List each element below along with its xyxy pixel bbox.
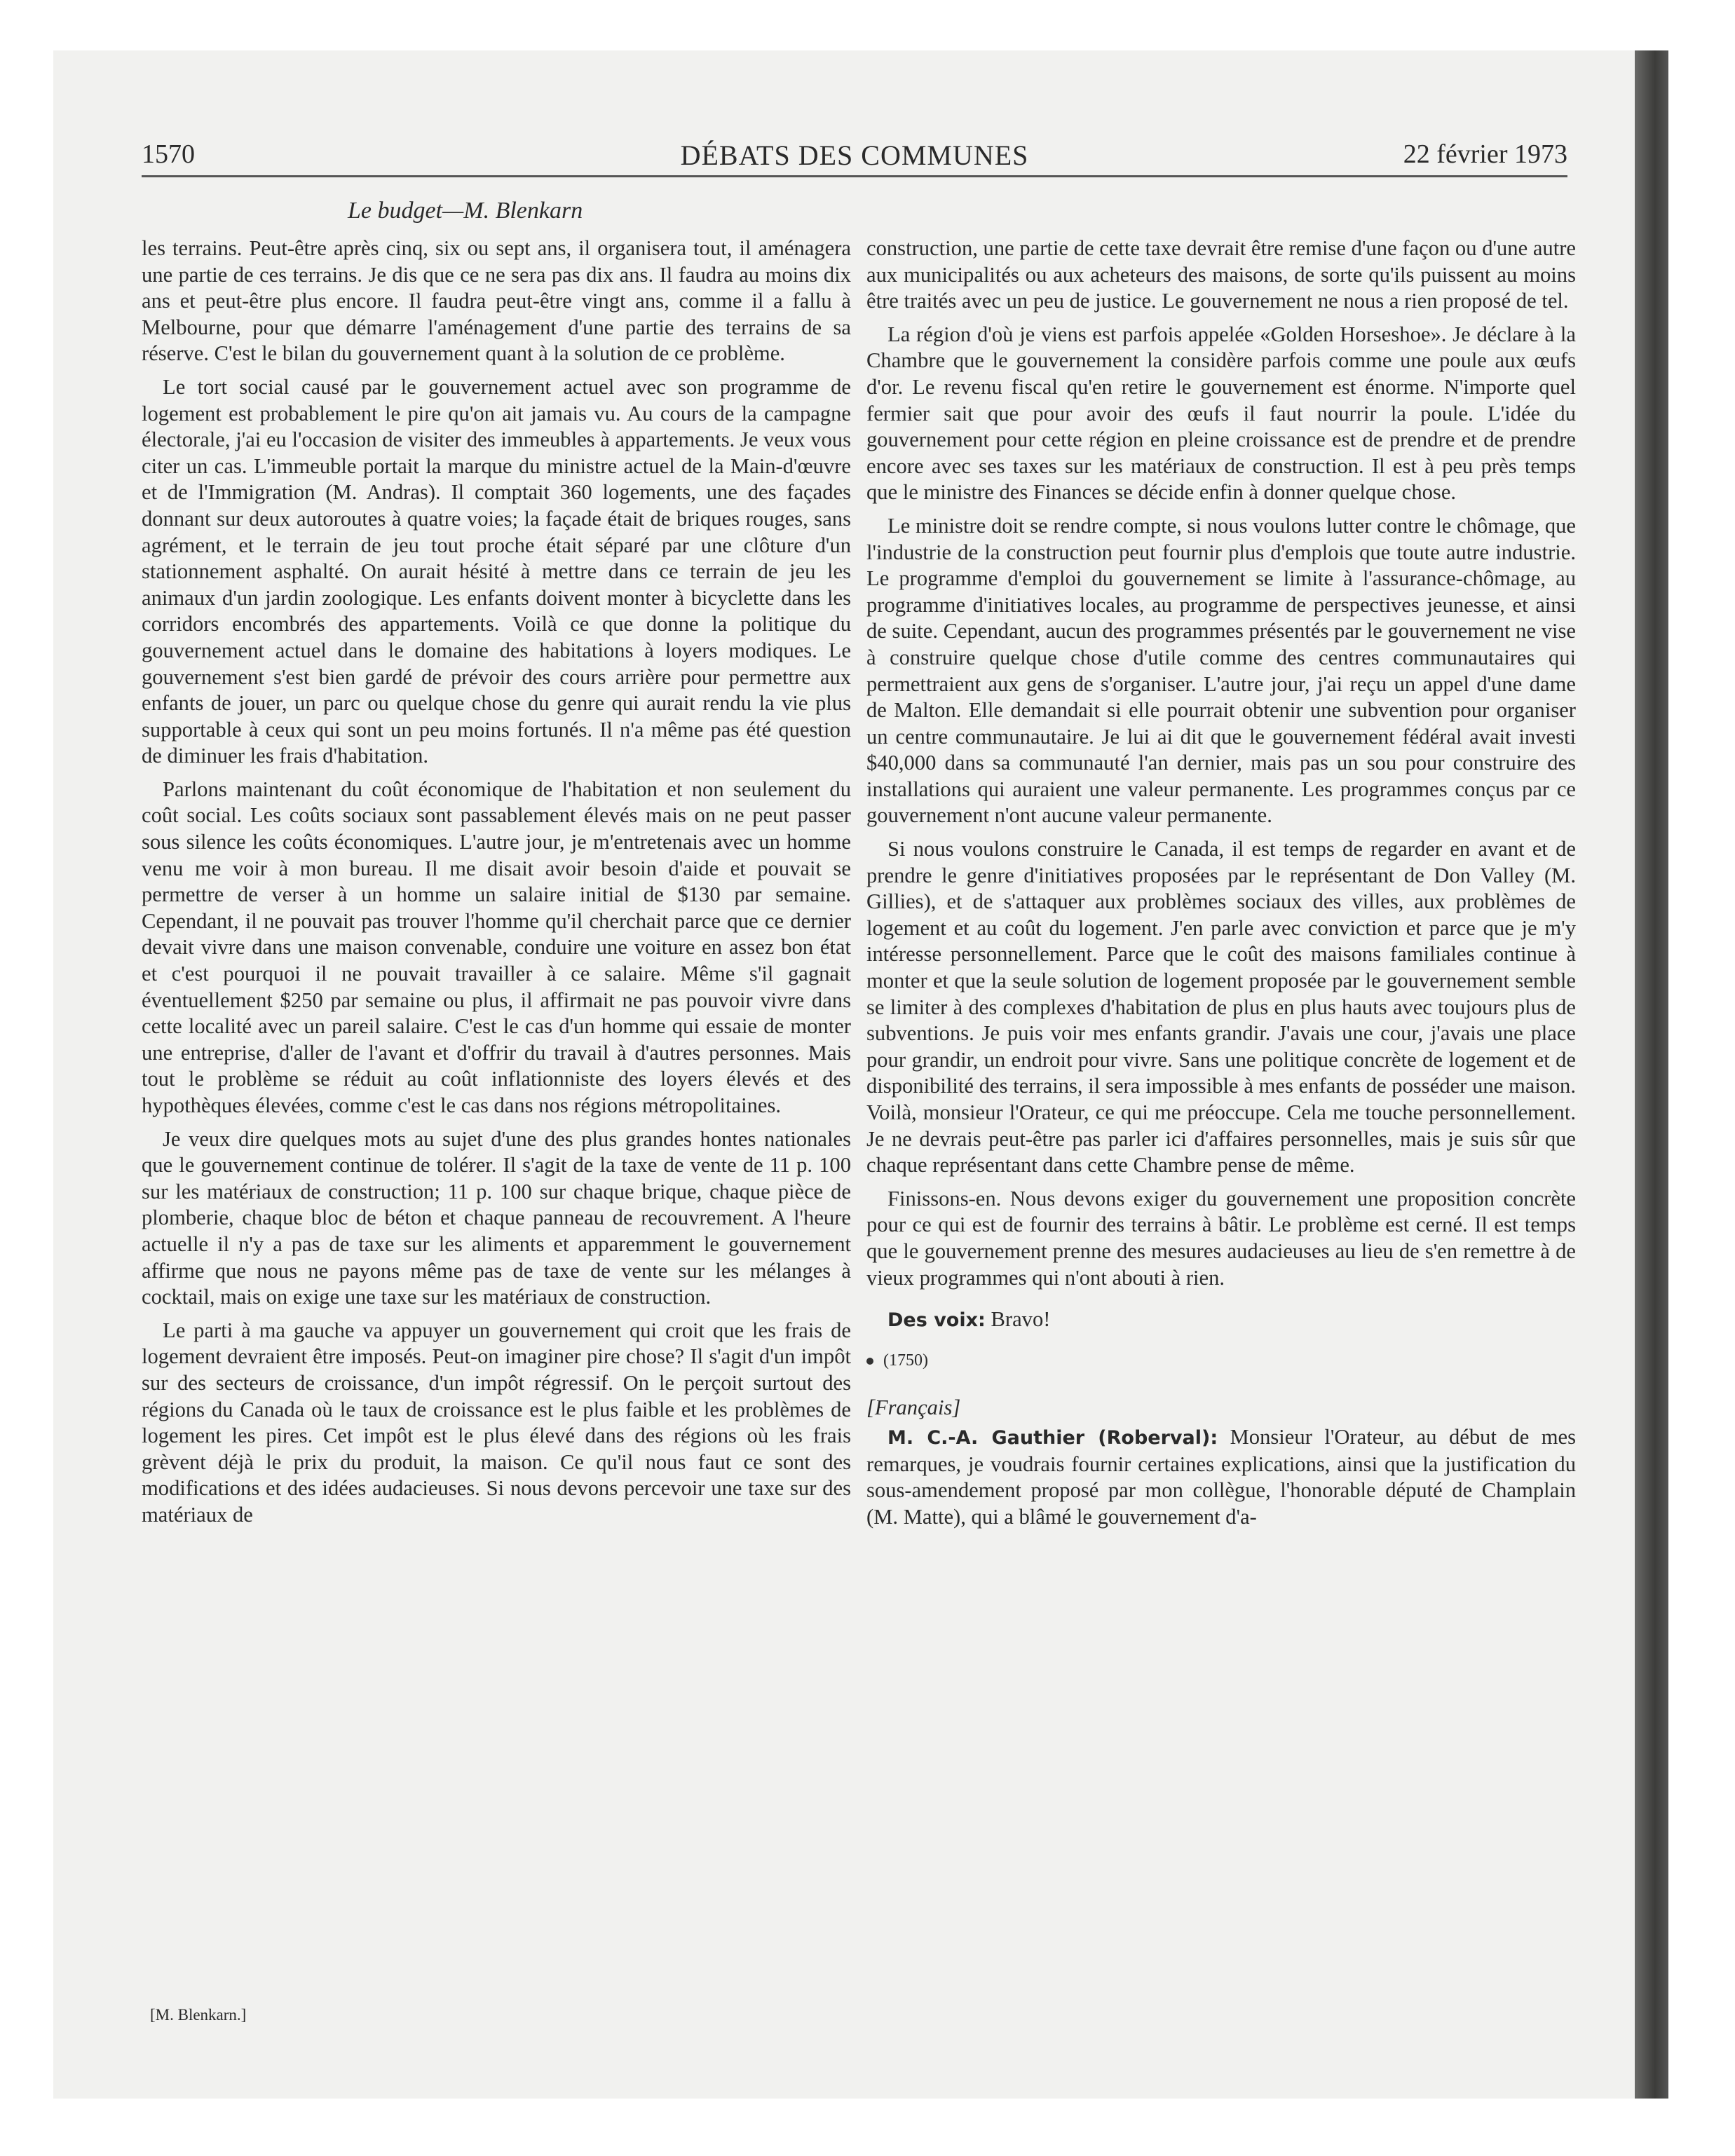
paragraph: La région d'où je viens est parfois appelée «Golden Horseshoe». Je déclare à la Chambre que le gouvernement la considère parfois comme une poule aux œufs d'or. Le revenu fiscal qu'en retire le gouvernement est énorme. N'importe quel fermier sait que pour avoir des œufs il faut nourrir la poule. L'idée du gouvernement pour cette région en pleine croissance est de prendre et de prendre encore avec ses taxes sur les matériaux de construction. Il est à peu près temps que le ministre des Finances se décide enfin à donner quelque chose. — [866, 322, 1576, 505]
paragraph: Je veux dire quelques mots au sujet d'une des plus grandes hontes nationales que le gouvernement continue de tolérer. Il s'agit de la taxe de vente de 11 p. 100 sur les matériaux de construction; 11 p. 100 sur chaque brique, chaque pièce de plomberie, chaque bloc de béton et chaque panneau de recouvrement. A l'heure actuelle il n'y a pas de taxe sur les aliments et apparemment le gouvernement affirme que nous ne payons même pas de taxe de vente sur les mélanges à cocktail, mais on exige une taxe sur les matériaux de construction. — [142, 1126, 851, 1309]
paragraph: Le tort social causé par le gouvernement actuel avec son programme de logement est probablement le pire qu'on ait jamais vu. Au cours de la campagne électorale, j'ai eu l'occasion de visiter des immeubles à appartements. Je veux vous citer un cas. L'immeuble portait la marque du ministre actuel de la Main-d'œuvre et de l'Immigration (M. Andras). Il comptait 360 logements, une des façades donnant sur deux autoroutes à quatre voies; la façade était de briques rouges, sans agrément, et le terrain de jeu tout proche était séparé par une clôture d'un stationnement asphalté. On aurait hésité à mettre dans ce terrain de jeu les animaux d'un jardin zoologique. Les enfants doivent monter à bicyclette dans les corridors encombrés des appartements. Voilà ce que donne la politique du gouvernement actuel dans le domaine des habitations à loyers modiques. Le gouvernement s'est bien gardé de prévoir des cours arrière pour permettre aux enfants de jouer, un parc ou quelque chose du genre qui aurait rendu la vie plus supportable à ceux qui sont un peu moins fortunés. Il n'a même pas été question de diminuer les frais d'habitation. — [142, 374, 851, 768]
page-date: 22 février 1973 — [1403, 139, 1567, 169]
running-head — [142, 139, 1567, 177]
section-heading: Le budget—M. Blenkarn — [348, 198, 583, 224]
paragraph: Le ministre doit se rendre compte, si nous voulons lutter contre le chômage, que l'industrie de la construction peut fournir plus d'emplois que toute autre industrie. Le programme d'emploi du gouvernement se limite à l'assurance-chômage, au programme d'initiatives locales, au programme de perspectives jeunesse, et ainsi de suite. Cependant, aucun des programmes présentés par le gouvernement ne vise à construire quelque chose d'utile comme des centres communautaires qui permettraient aux gens de s'organiser. L'autre jour, j'ai reçu un appel d'une dame de Malton. Elle demandait si elle pourrait obtenir une subvention pour organiser un centre communautaire. Je lui ai dit que le gouvernement fédéral avait investi $40,000 dans sa communauté l'an dernier, mais pas un sou pour construire des installations qui auraient une valeur permanente. Les programmes conçus par ce gouvernement n'ont aucune valeur permanente. — [866, 513, 1576, 828]
timestamp: (1750) — [883, 1351, 928, 1370]
paragraph: construction, une partie de cette taxe devrait être remise d'une façon ou d'une autre aux municipalités ou aux acheteurs des maisons, de sorte qu'ils puissent au moins être traités avec un peu de justice. Le gouvernement ne nous a rien proposé de tel. — [866, 236, 1576, 313]
paragraph: Finissons-en. Nous devons exiger du gouvernement une proposition concrète pour ce qui est de fournir des terrains à bâtir. Le problème est cerné. Il est temps que le gouvernement prenne des mesures audacieuses au lieu de s'en remettre à de vieux programmes qui n'ont abouti à rien. — [866, 1186, 1576, 1290]
right-column — [866, 236, 1576, 1537]
paragraph: les terrains. Peut-être après cinq, six ou sept ans, il organisera tout, il aménagera une partie de ces terrains. Je dis que ce ne sera pas dix ans. Il faudra au moins dix ans et peut-être plus encore. Il faudra peut-être vingt ans, comme il a fallu à Melbourne, pour que démarre l'aménagement d'une partie des terrains de sa réserve. C'est le bilan du gouvernement quant à la solution de ce problème. — [142, 236, 851, 366]
paragraph: Parlons maintenant du coût économique de l'habitation et non seulement du coût social. Les coûts sociaux sont passablement élevés mais on ne peut passer sous silence les coûts économiques. L'autre jour, je m'entretenais avec un homme venu me voir à mon bureau. Il me disait avoir besoin d'aide et pouvait se permettre de verser à un homme un salaire initial de $130 par semaine. Cependant, il ne pouvait pas trouver l'homme qu'il cherchait parce que ce dernier devait vivre dans une maison convenable, conduire une voiture en assez bon état et c'est pourquoi il ne pouvait travailler à ce salaire. Même s'il gagnait éventuellement $250 par semaine ou plus, il affirmait ne pas pouvoir vivre dans cette localité avec un pareil salaire. C'est le cas d'un homme qui essaie de monter une entreprise, d'aller de l'avant et d'offrir du travail à d'autres personnes. Mais tout le problème se réduit au coût inflationniste des loyers élevés et des hypothèques élevées, comme c'est le cas dans nos régions métropolitaines. — [142, 777, 851, 1117]
interjection-text: Bravo! — [991, 1307, 1051, 1332]
speech-paragraph — [866, 1424, 1576, 1530]
page-edge-shadow — [1635, 50, 1668, 2099]
interjection-speaker: Des voix: — [887, 1309, 986, 1332]
language-marker: [Français] — [866, 1396, 961, 1420]
left-column — [142, 236, 851, 1536]
speech-text: Monsieur l'Orateur, au début de mes remarques, je voudrais fournir certaines explications, ainsi que la justification du sous-amendement proposé par mon collègue, l'honorable député de Champlain (M. Matte), qui a blâmé le gouvernement d'a- — [866, 1424, 1577, 1529]
bullet-icon — [866, 1358, 873, 1365]
timestamp-line — [866, 1348, 1576, 1374]
interjection — [866, 1306, 1576, 1334]
speaker-footer: [M. Blenkarn.] — [150, 2006, 247, 2024]
paragraph: Le parti à ma gauche va appuyer un gouvernement qui croit que les frais de logement devraient être imposés. Peut-on imaginer pire chose? Il s'agit d'un impôt sur des secteurs de croissance, d'un impôt régressif. On le perçoit surtout des régions du Canada où le taux de croissance est le plus faible et les problèmes de logement les pires. Cet impôt est le plus élevé dans des régions où les frais grèvent déjà le prix du produit, la maison. Ce qu'il nous faut ce sont des modifications et des idées audacieuses. Si nous devons percevoir une taxe sur des matériaux de — [142, 1318, 851, 1527]
paragraph: Si nous voulons construire le Canada, il est temps de regarder en avant et de prendre le genre d'initiatives proposées par le représentant de Don Valley (M. Gillies), et de s'attaquer aux problèmes sociaux des villes, aux problèmes de logement et au coût du logement. J'en parle avec conviction et parce que je m'y intéresse personnellement. Parce que le coût des maisons familiales continue à monter et que la seule solution de logement proposée par le gouvernement semble se limiter à des complexes d'habitation de plus en plus hauts avec toujours plus de subventions. Je puis voir mes enfants grandir. J'avais une cour, j'avais une place pour grandir, un endroit pour vivre. Sans une politique concrète de logement et de disponibilité des terrains, il sera impossible à mes enfants de posséder une maison. Voilà, monsieur l'Orateur, ce qui me préoccupe. Cela me touche personnellement. Je ne devrais peut-être pas parler ici d'affaires personnelles, mais je suis sûr que chaque représentant dans cette Chambre pense de même. — [866, 837, 1576, 1178]
page-number: 1570 — [142, 139, 195, 169]
speaker-name: M. C.-A. Gauthier (Roberval): — [887, 1426, 1218, 1449]
journal-title: DÉBATS DES COMMUNES — [680, 139, 1029, 171]
